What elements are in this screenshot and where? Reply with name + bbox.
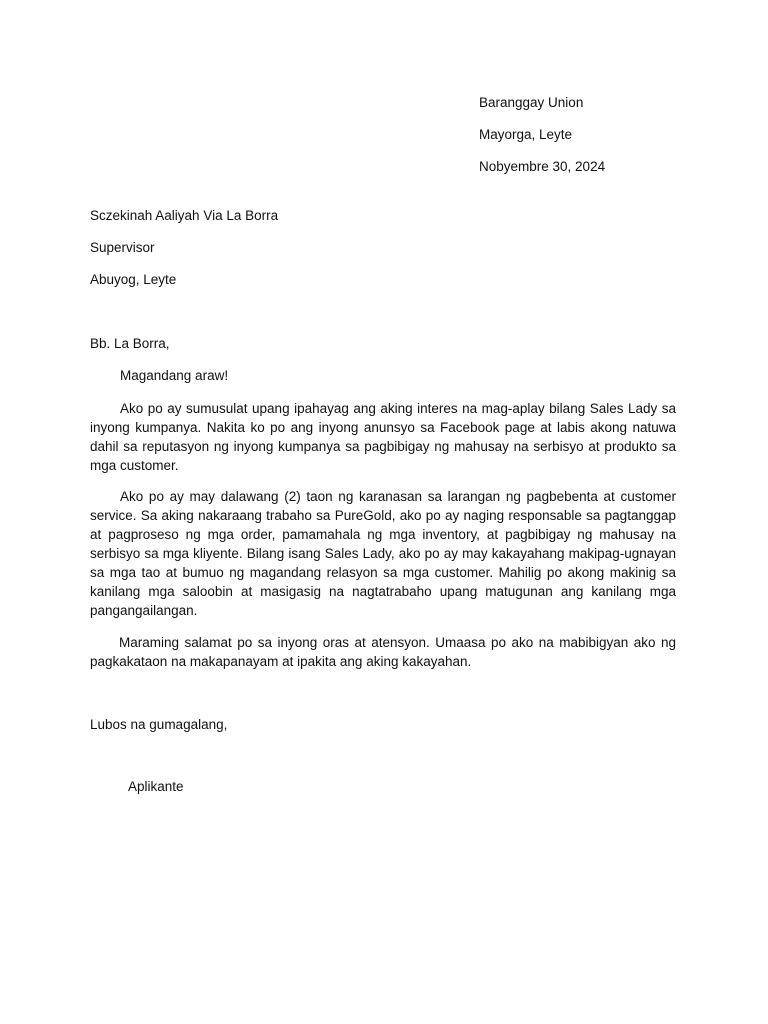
sender-barangay: Baranggay Union (479, 95, 584, 110)
body-paragraph-2: Ako po ay may dalawang (2) taon ng karanasan sa larangan ng pagbebenta at customer service. Sa aking nakaraang trabaho sa PureGold, ako po ay naging responsable sa pagtanggap at pagproseso ng mga order, pamamahala ng mga inventory, at pagbibigay ng mahusay na serbisyo sa mga kliyente. Bilang isang Sales Lady, ako po ay may kakayahang makipag-ugnayan sa mga tao at bumuo ng magandang relasyon sa mga customer. Mahilig po akong makinig sa kanilang mga saloobin at masigasig na nagtatrabaho upang matugunan ang kanilang mga pangangailangan. (90, 489, 676, 618)
letter-date: Nobyembre 30, 2024 (479, 159, 606, 174)
recipient-name: Sczekinah Aaliyah Via La Borra (90, 208, 279, 223)
recipient-location: Abuyog, Leyte (90, 272, 177, 287)
closing: Lubos na gumagalang, (90, 717, 228, 732)
recipient-position: Supervisor (90, 240, 155, 255)
signature: Aplikante (128, 779, 184, 794)
body-paragraph-1: Ako po ay sumusulat upang ipahayag ang aking interes na mag-aplay bilang Sales Lady sa inyong kumpanya. Nakita ko po ang inyong anunsyo sa Facebook page at labis akong natuwa dahil sa reputasyon ng inyong kumpanya sa pagbibigay ng mahusay na serbisyo at produkto sa mga customer. (90, 401, 676, 473)
sender-town: Mayorga, Leyte (479, 127, 573, 142)
body-paragraph-3: Maraming salamat po sa inyong oras at atensyon. Umaasa po ako na mabibigyan ako ng pagkakataon na makapanayam at ipakita ang aking kakayahan. (90, 635, 676, 669)
salutation: Bb. La Borra, (90, 336, 170, 351)
greeting: Magandang araw! (120, 368, 229, 383)
